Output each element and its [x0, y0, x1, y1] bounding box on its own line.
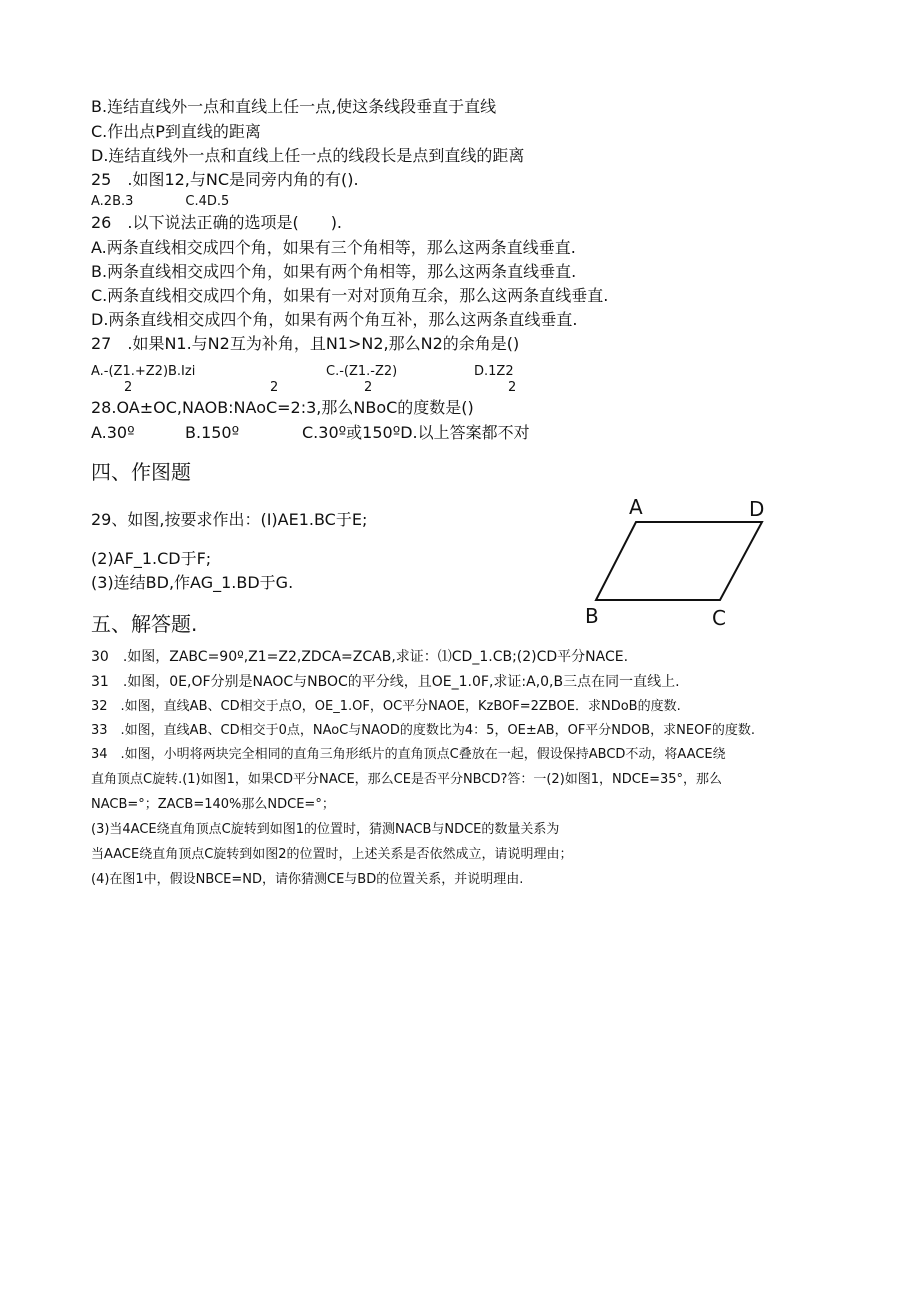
question-27-denominator: 2 [508, 380, 517, 395]
question-27-option-c: C.-(Z1.-Z2) [326, 364, 398, 379]
vertex-label-d: D [749, 497, 765, 521]
question-30: 30 .如图，ZABC=90º,Z1=Z2,ZDCA=ZCAB,求证：⑴CD_1.CB;(2)CD平分NACE. [91, 649, 629, 665]
question-25-options: A.2B.3 C.4D.5 [91, 194, 230, 209]
question-29-part-2: (2)AF_1.CD于F; [91, 549, 212, 568]
parallelogram-figure [575, 486, 775, 636]
question-28: 28.OA±OC,NAOB:NAoC=2:3,那么NBoC的度数是() [91, 398, 474, 417]
option-c: C.作出点P到直线的距离 [91, 122, 261, 141]
question-33: 33 .如图，直线AB、CD相交于0点，NAoC与NAOD的度数比为4：5，OE±AB，OF平分NDOB，求NEOF的度数. [91, 723, 755, 738]
question-34-part-3-follow: 当AACE绕直角顶点C旋转到如图2的位置时，上述关系是否依然成立，请说明理由； [91, 847, 573, 862]
question-29-part-3: (3)连结BD,作AG_1.BD于G. [91, 573, 294, 592]
question-28-option-a: A.30º [91, 423, 135, 442]
question-26-option-d: D.两条直线相交成四个角，如果有两个角互补，那么这两条直线垂直. [91, 310, 578, 329]
section-title-5: 五、解答题. [91, 612, 198, 636]
question-28-option-cd: C.30º或150ºD.以上答案都不对 [302, 423, 530, 442]
question-31: 31 .如图，0E,OF分别是NAOC与NBOC的平分线，且OE_1.0F,求证:A,0,B三点在同一直线上. [91, 674, 680, 690]
option-b: B.连结直线外一点和直线上任一点,使这条线段垂直于直线 [91, 97, 497, 116]
question-28-option-b: B.150º [185, 423, 240, 442]
section-title-4: 四、作图题 [91, 460, 191, 484]
question-27-denominator: 2 [364, 380, 373, 395]
question-34-part-3: (3)当4ACE绕直角顶点C旋转到如图1的位置时，猜测NACB与NDCE的数量关系为 [91, 822, 560, 837]
question-32: 32 .如图，直线AB、CD相交于点O，OE_1.OF，OC平分NAOE，KzBOF=2ZBOE．求NDoB的度数. [91, 699, 681, 714]
vertex-label-b: B [585, 604, 599, 628]
question-26-option-c: C.两条直线相交成四个角，如果有一对对顶角互余，那么这两条直线垂直. [91, 286, 609, 305]
question-27-option-ab: A.-(Z1.+Z2)B.Izi [91, 364, 196, 379]
question-34: 34 .如图，小明将两块完全相同的直角三角形纸片的直角顶点C叠放在一起，假设保持ABCD不动，将AACE绕 [91, 747, 726, 762]
parallelogram-shape [596, 522, 762, 600]
question-26-option-b: B.两条直线相交成四个角，如果有两个角相等，那么这两条直线垂直. [91, 262, 577, 281]
vertex-label-c: C [712, 606, 726, 630]
option-d: D.连结直线外一点和直线上任一点的线段长是点到直线的距离 [91, 146, 525, 165]
question-34-blanks: NACB=°；ZACB=140%那么NDCE=°； [91, 797, 335, 812]
question-27-option-d: D.1Z2 [474, 364, 514, 379]
vertex-label-a: A [629, 495, 643, 519]
question-27-denominator: 2 [270, 380, 279, 395]
question-34-part-4: (4)在图1中，假设NBCE=ND，请你猜测CE与BD的位置关系，并说明理由. [91, 872, 524, 887]
question-25: 25 .如图12,与NC是同旁内角的有(). [91, 170, 359, 189]
question-34-part-1-2: 直角顶点C旋转.(1)如图1，如果CD平分NACE，那么CE是否平分NBCD?答：一(2)如图1，NDCE=35°，那么 [91, 772, 723, 787]
question-26-option-a: A.两条直线相交成四个角，如果有三个角相等，那么这两条直线垂直. [91, 238, 576, 257]
question-27-denominator: 2 [124, 380, 133, 395]
question-29: 29、如图,按要求作出：(I)AE1.BC于E; [91, 510, 368, 529]
question-26: 26 .以下说法正确的选项是( ). [91, 213, 343, 232]
question-27: 27 .如果N1.与N2互为补角，且N1>N2,那么N2的余角是() [91, 334, 520, 353]
